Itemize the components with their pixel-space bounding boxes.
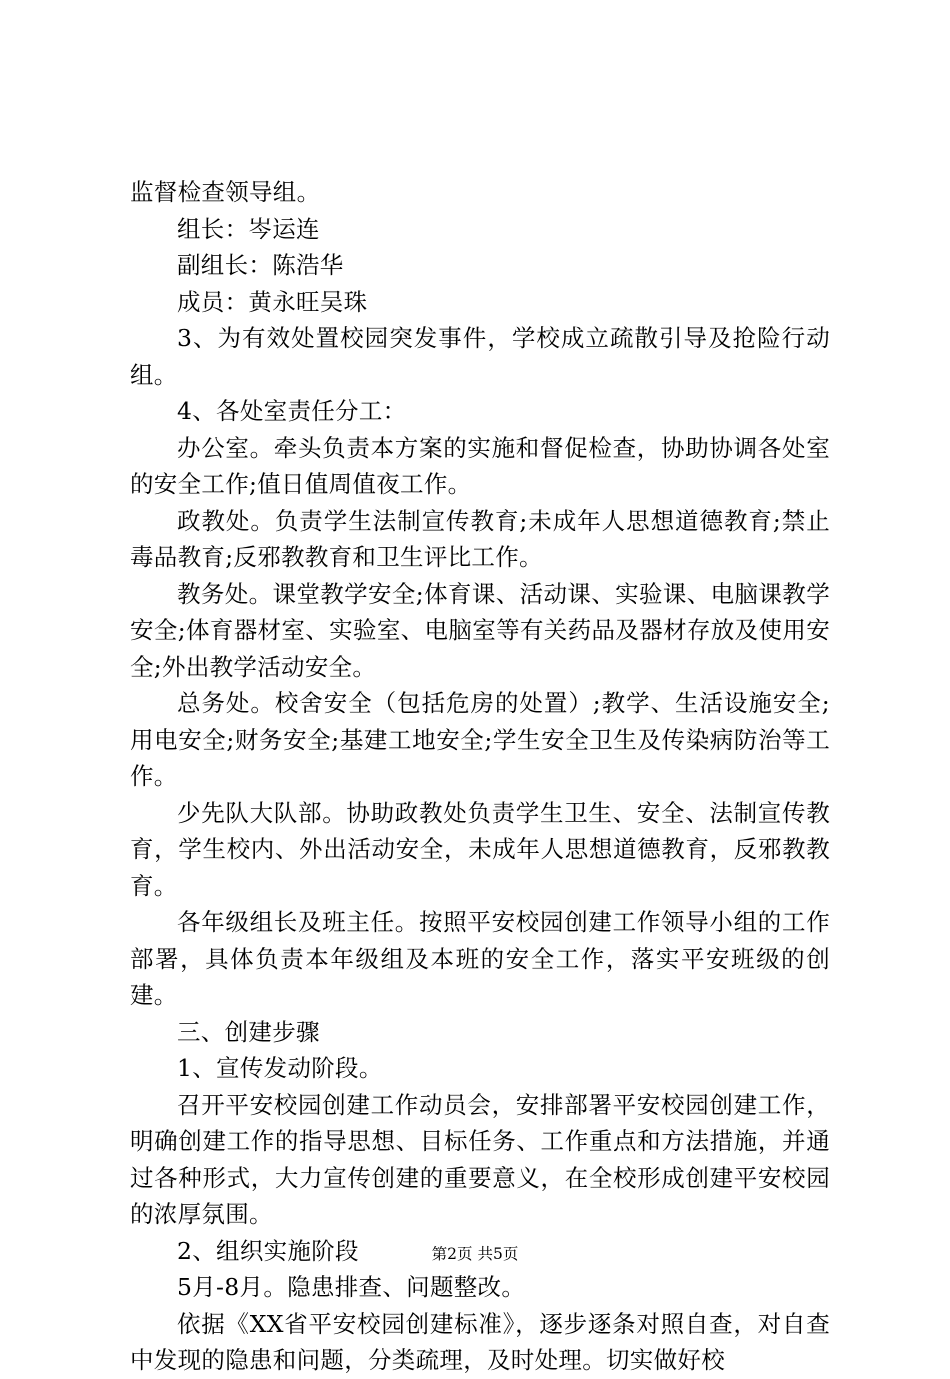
paragraph-young-pioneers: 少先队大队部。协助政教处负责学生卫生、安全、法制宣传教育，学生校内、外出活动安全，未成年人思想道德教育，反邪教教育。 bbox=[130, 798, 830, 900]
page-number-footer: 第2页 共5页 bbox=[431, 1245, 519, 1263]
paragraph-general-affairs: 总务处。校舍安全（包括危房的处置）;教学、生活设施安全;用电安全;财务安全;基建工地安全;学生安全卫生及传染病防治等工作。 bbox=[130, 689, 830, 790]
paragraph-step-1: 召开平安校园创建工作动员会，安排部署平安校园创建工作，明确创建工作的指导思想、目标任务、工作重点和方法措施，并通过各种形式，大力宣传创建的重要意义，在全校形成创建平安校园的浓厚氛围。 bbox=[130, 1090, 830, 1228]
step-2-heading: 2、组织实施阶段 bbox=[177, 1236, 359, 1265]
paragraph-office: 办公室。牵头负责本方案的实施和督促检查，协助协调各处室的安全工作;值日值周值夜工作。 bbox=[130, 433, 830, 498]
paragraph-academic-affairs: 教务处。课堂教学安全;体育课、活动课、实验课、电脑课教学安全;体育器材室、实验室、电脑室等有关药品及器材存放及使用安全;外出教学活动安全。 bbox=[130, 579, 830, 681]
document-body bbox=[130, 174, 830, 1379]
paragraph-step-2-period: 5月-8月。隐患排查、问题整改。 bbox=[177, 1273, 526, 1301]
paragraph-members: 成员：黄永旺吴珠 bbox=[177, 287, 368, 316]
paragraph-group-leader: 组长：岑运连 bbox=[177, 214, 320, 243]
step-1-heading: 1、宣传发动阶段。 bbox=[177, 1054, 383, 1082]
paragraph-step-2-detail: 依据《XX省平安校园创建标准》，逐步逐条对照自查，对自查中发现的隐患和问题，分类疏理，及时处理。切实做好校 bbox=[130, 1309, 830, 1374]
section-heading-steps: 三、创建步骤 bbox=[177, 1017, 320, 1046]
paragraph-deputy-leader: 副组长：陈浩华 bbox=[177, 251, 344, 279]
paragraph-item-3: 3、为有效处置校园突发事件，学校成立疏散引导及抢险行动组。 bbox=[130, 324, 830, 389]
paragraph-item-4: 4、各处室责任分工： bbox=[177, 397, 407, 425]
paragraph-grade-leaders: 各年级组长及班主任。按照平安校园创建工作领导小组的工作部署，具体负责本年级组及本班的安全工作，落实平安班级的创建。 bbox=[130, 908, 830, 1009]
paragraph-continuation: 监督检查领导组。 bbox=[130, 178, 321, 206]
paragraph-political-education: 政教处。负责学生法制宣传教育;未成年人思想道德教育;禁止毒品教育;反邪教教育和卫生评比工作。 bbox=[130, 506, 830, 571]
